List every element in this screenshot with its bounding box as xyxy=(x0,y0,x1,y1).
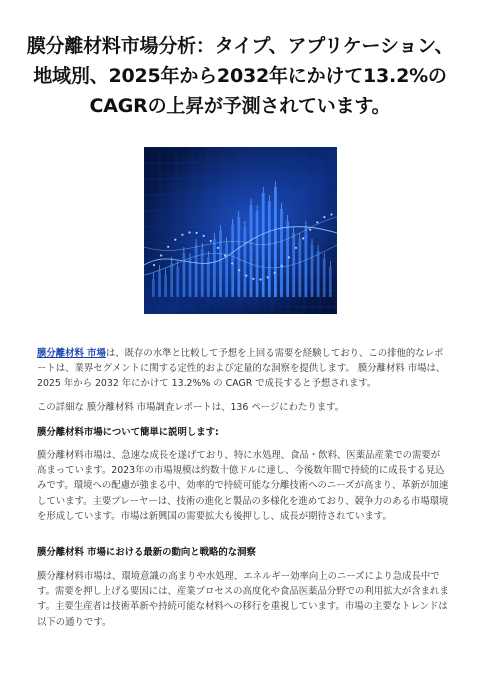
intro-paragraph xyxy=(37,346,449,392)
intro-text: は、既存の水準と比較して予想を上回る需要を経験しており、この排他的なレポートは、業界セグメントに関する定性的および定量的な洞察を提供します。 膜分離材料 市場は、2025 年から 2032 年にかけて 13.2%% の CAGR で成長すると予想されます。 xyxy=(37,348,446,390)
hero-bar xyxy=(231,225,234,297)
overview-paragraph: 膜分離材料市場は、急速な成長を遂げており、特に水処理、食品・飲料、医薬品産業での需要が高まっています。2023年の市場規模は約数十億ドルに達し、今後数年間で持続的に成長する見込みです。環境への配慮が強まる中、効率的で持続可能な分離技術へのニーズが高まり、革新が加速しています。主要プレーヤーは、技術の進化と製品の多様化を進めており、競争力のある市場環境を形成しています。市場は新興国の需要拡大も後押しし、成長が期待されています。 xyxy=(37,450,449,522)
hero-bar xyxy=(250,205,253,297)
hero-bar xyxy=(286,221,289,297)
hero-bar xyxy=(152,279,155,297)
hero-bar xyxy=(164,275,167,297)
hero-dot xyxy=(196,232,198,234)
hero-dot xyxy=(259,278,261,280)
hero-dot xyxy=(160,254,162,256)
hero-bar xyxy=(274,187,277,297)
hero-bar xyxy=(225,243,228,297)
hero-dot xyxy=(217,247,219,249)
hero-bar xyxy=(280,209,283,297)
hero-bar xyxy=(183,253,186,297)
hero-bar xyxy=(305,227,308,297)
hero-bar xyxy=(323,259,326,297)
hero-bar xyxy=(268,201,271,297)
hero-bar xyxy=(219,231,222,297)
hero-dot xyxy=(224,254,226,256)
hero-dot xyxy=(316,221,318,223)
hero-bar xyxy=(317,251,320,297)
hero-bar xyxy=(170,263,173,297)
hero-dot xyxy=(274,272,276,274)
hero-bar xyxy=(237,217,240,297)
hero-dot xyxy=(153,264,155,266)
hero-bar xyxy=(201,249,204,297)
hero-dot xyxy=(309,229,311,231)
hero-dot xyxy=(188,231,190,233)
trends-paragraph: 膜分離材料市場は、環境意識の高まりや水処理、エネルギー効率向上のニーズにより急成長中です。需要を押し上げる要因には、産業プロセスの高度化や食品医薬品分野での利用拡大が含まれます。主要生産者は技術革新や持続可能な材料への移行を重視しています。市場の主要なトレンドは以下の通りです。 xyxy=(37,571,449,628)
section-heading-overview: 膜分離材料市場について簡単に説明します: xyxy=(37,427,219,438)
hero-dot xyxy=(302,237,304,239)
hero-bar xyxy=(176,267,179,297)
hero-dot xyxy=(210,240,212,242)
market-link[interactable]: 膜分離材料 市場 xyxy=(37,348,106,359)
hero-dot xyxy=(231,262,233,264)
hero-bar xyxy=(189,259,192,297)
hero-bar xyxy=(298,239,301,297)
hero-dot xyxy=(281,265,283,267)
hero-financial-chart-image xyxy=(144,147,337,314)
hero-dot xyxy=(267,276,269,278)
hero-dot xyxy=(323,216,325,218)
hero-bar xyxy=(262,193,265,297)
hero-dot xyxy=(288,256,290,258)
hero-bar xyxy=(195,245,198,297)
hero-dot xyxy=(330,213,332,215)
hero-bar xyxy=(158,271,161,297)
hero-bar xyxy=(311,245,314,297)
hero-dot xyxy=(174,239,176,241)
hero-bar xyxy=(329,267,332,297)
hero-dot xyxy=(295,247,297,249)
hero-dot xyxy=(252,278,254,280)
hero-dot xyxy=(238,269,240,271)
article-title: 膜分離材料市場分析：タイプ、アプリケーション、地域別、2025年から2032年にかけて13.2%のCAGRの上昇が予測されています。 xyxy=(26,35,454,117)
hero-dot xyxy=(203,235,205,237)
hero-bar xyxy=(213,239,216,297)
hero-bar xyxy=(256,211,259,297)
report-pages-paragraph: この詳細な 膜分離材料 市場調査レポートは、136 ページにわたります。 xyxy=(37,402,345,413)
hero-dot xyxy=(167,246,169,248)
section-heading-trends: 膜分離材料 市場における最新の動向と戦略的な洞察 xyxy=(37,547,256,558)
hero-dot xyxy=(245,275,247,277)
hero-dot xyxy=(181,234,183,236)
